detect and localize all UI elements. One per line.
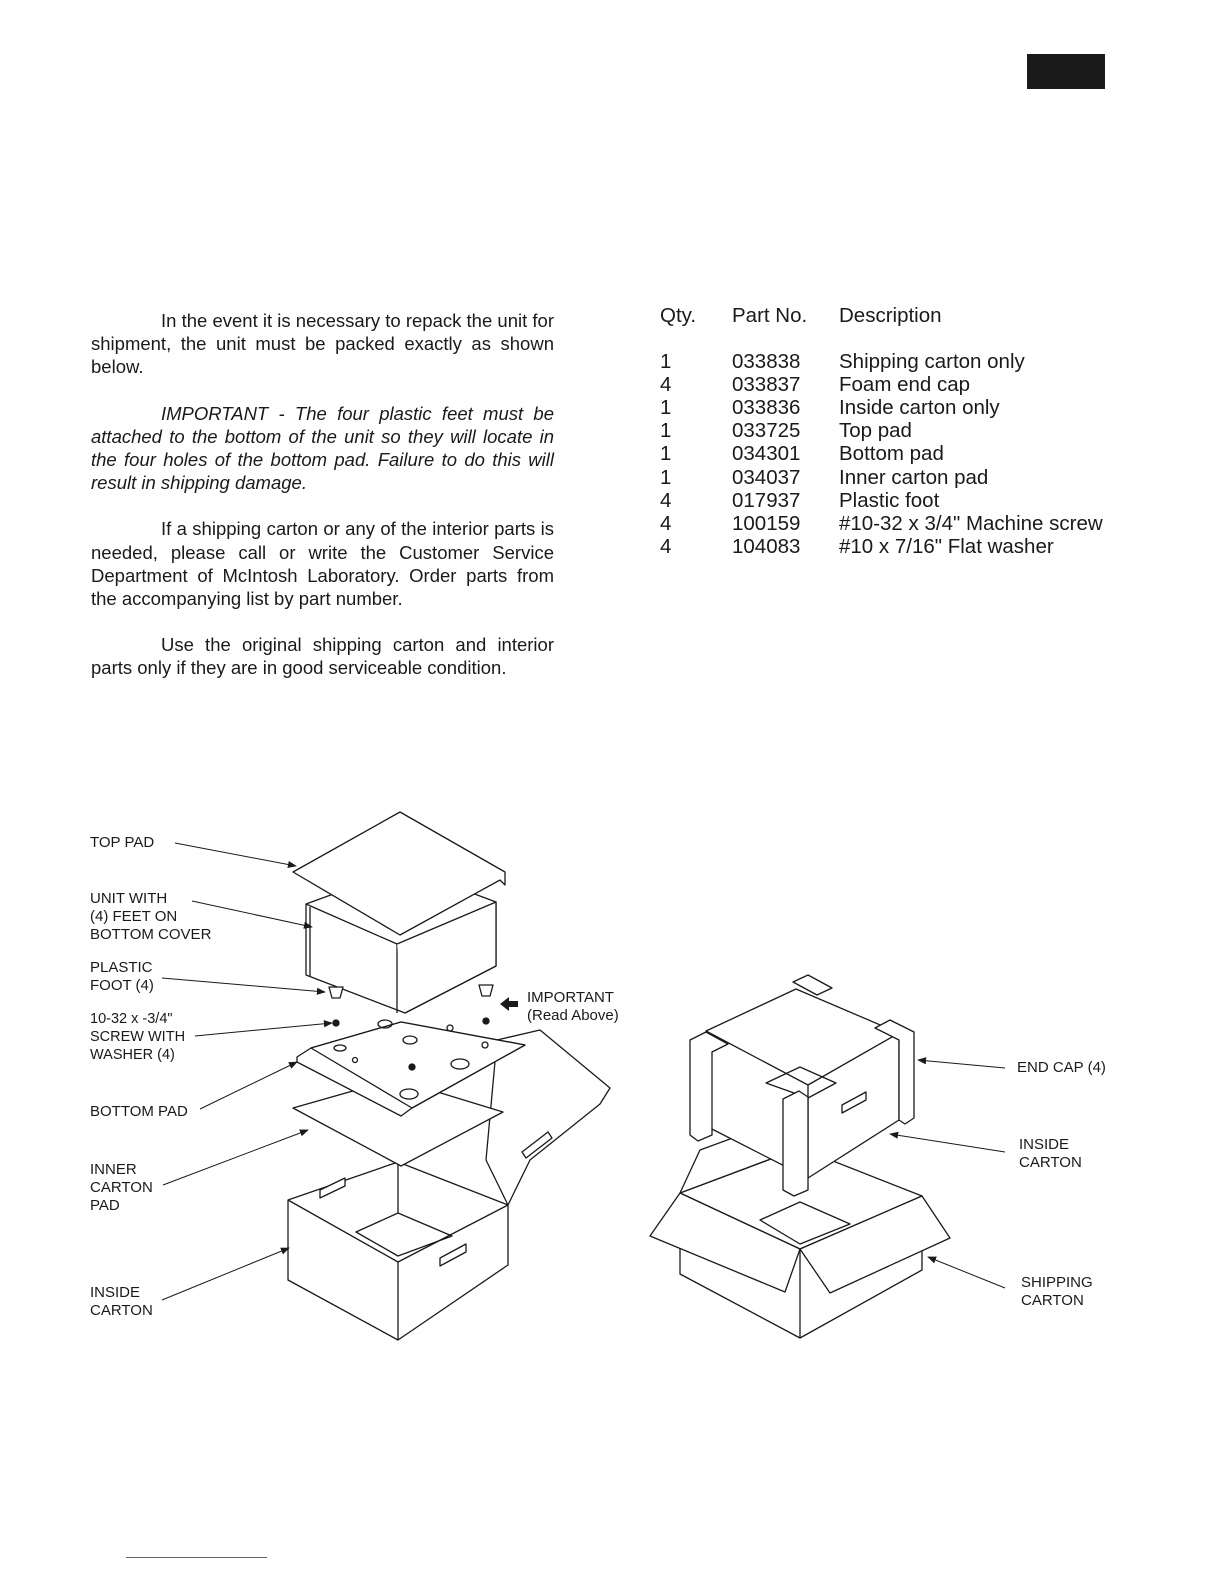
parts-row [660,350,1103,373]
parts-row [660,535,1103,558]
label-important: IMPORTANT (Read Above) [527,989,619,1024]
parts-row [660,489,1103,512]
leader-inner-pad [163,1130,308,1185]
leader-screw [195,1023,332,1036]
part-no-cell: 100159 [732,511,801,535]
parts-list-table [660,304,1103,558]
parts-row [660,396,1103,419]
description-cell: Plastic foot [839,488,940,512]
label-plastic-foot: PLASTIC FOOT (4) [90,959,154,994]
important-paragraph: IMPORTANT - The four plastic feet must be attached to the bottom of the unit so they will locate in the four holes of the bottom pad. Failure to do this will result in shipping damage. [91,402,554,494]
important-arrow [500,997,518,1011]
screw-right [483,1018,489,1024]
qty-cell: 4 [660,488,672,512]
leader-end-cap [918,1060,1005,1068]
header-qty: Qty. [660,304,697,327]
qty-cell: 1 [660,396,672,420]
parts-header-row [660,304,1103,327]
description-cell: Bottom pad [839,442,944,466]
parts-row [660,512,1103,535]
leader-unit [192,901,312,927]
label-inner-pad: INNER CARTON PAD [90,1161,153,1214]
parts-row [660,442,1103,465]
description-cell: Inside carton only [839,396,1000,420]
label-bottom-pad: BOTTOM PAD [90,1103,188,1120]
description-cell: Inner carton pad [839,465,989,489]
part-no-cell: 033838 [732,350,801,374]
part-no-cell: 034037 [732,465,801,489]
part-no-cell: 033837 [732,373,801,397]
qty-cell: 4 [660,534,672,558]
qty-cell: 1 [660,442,672,466]
repack-instructions [91,309,554,703]
screw-left [333,1020,339,1026]
label-shipping-carton: SHIPPING CARTON [1021,1274,1093,1309]
leader-bottom-pad [200,1062,297,1109]
label-screw: 10-32 x -3/4" SCREW WITH WASHER (4) [90,1011,186,1063]
label-unit: UNIT WITH (4) FEET ON BOTTOM COVER [90,890,212,943]
part-no-cell: 033725 [732,419,801,443]
qty-cell: 4 [660,511,672,535]
leader-inside-carton-left [162,1248,289,1300]
plastic-foot-left [329,987,343,998]
qty-cell: 4 [660,373,672,397]
label-top-pad: TOP PAD [90,834,155,851]
end-cap-front-right [783,1091,808,1196]
description-cell: #10-32 x 3/4" Machine screw [839,511,1103,535]
leader-plastic-foot [162,978,325,992]
footer-link-underline [126,1557,267,1558]
condition-paragraph: Use the original shipping carton and interior parts only if they are in good serviceable condition. [91,634,554,679]
intro-paragraph: In the event it is necessary to repack the unit for shipment, the unit must be packed exactly as shown below. [91,310,554,378]
leader-top-pad [175,843,296,866]
description-cell: Foam end cap [839,373,971,397]
parts-row [660,466,1103,489]
qty-cell: 1 [660,350,672,374]
parts-row [660,419,1103,442]
packing-diagram [0,800,1224,1360]
header-description: Description [839,304,942,327]
screw-center [409,1064,415,1070]
part-no-cell: 034301 [732,442,801,466]
plastic-foot-right [479,985,493,996]
description-cell: Shipping carton only [839,350,1025,374]
label-end-cap: END CAP (4) [1017,1059,1106,1076]
label-inside-carton-right: INSIDE CARTON [1019,1136,1082,1171]
qty-cell: 1 [660,465,672,489]
page-tab-marker [1027,54,1105,89]
description-cell: #10 x 7/16" Flat washer [839,534,1054,558]
part-no-cell: 033836 [732,396,801,420]
part-no-cell: 104083 [732,534,801,558]
qty-cell: 1 [660,419,672,443]
description-cell: Top pad [839,419,912,443]
part-no-cell: 017937 [732,488,801,512]
order-parts-paragraph: If a shipping carton or any of the interior parts is needed, please call or write the Customer Service Department of McIntosh Laboratory. Order parts from the accompanying list by part number. [91,518,554,610]
leader-shipping-carton [928,1257,1005,1288]
leader-inside-carton-right [890,1134,1005,1152]
label-inside-carton-left: INSIDE CARTON [90,1284,153,1319]
header-part-no: Part No. [732,304,808,327]
parts-row [660,373,1103,396]
